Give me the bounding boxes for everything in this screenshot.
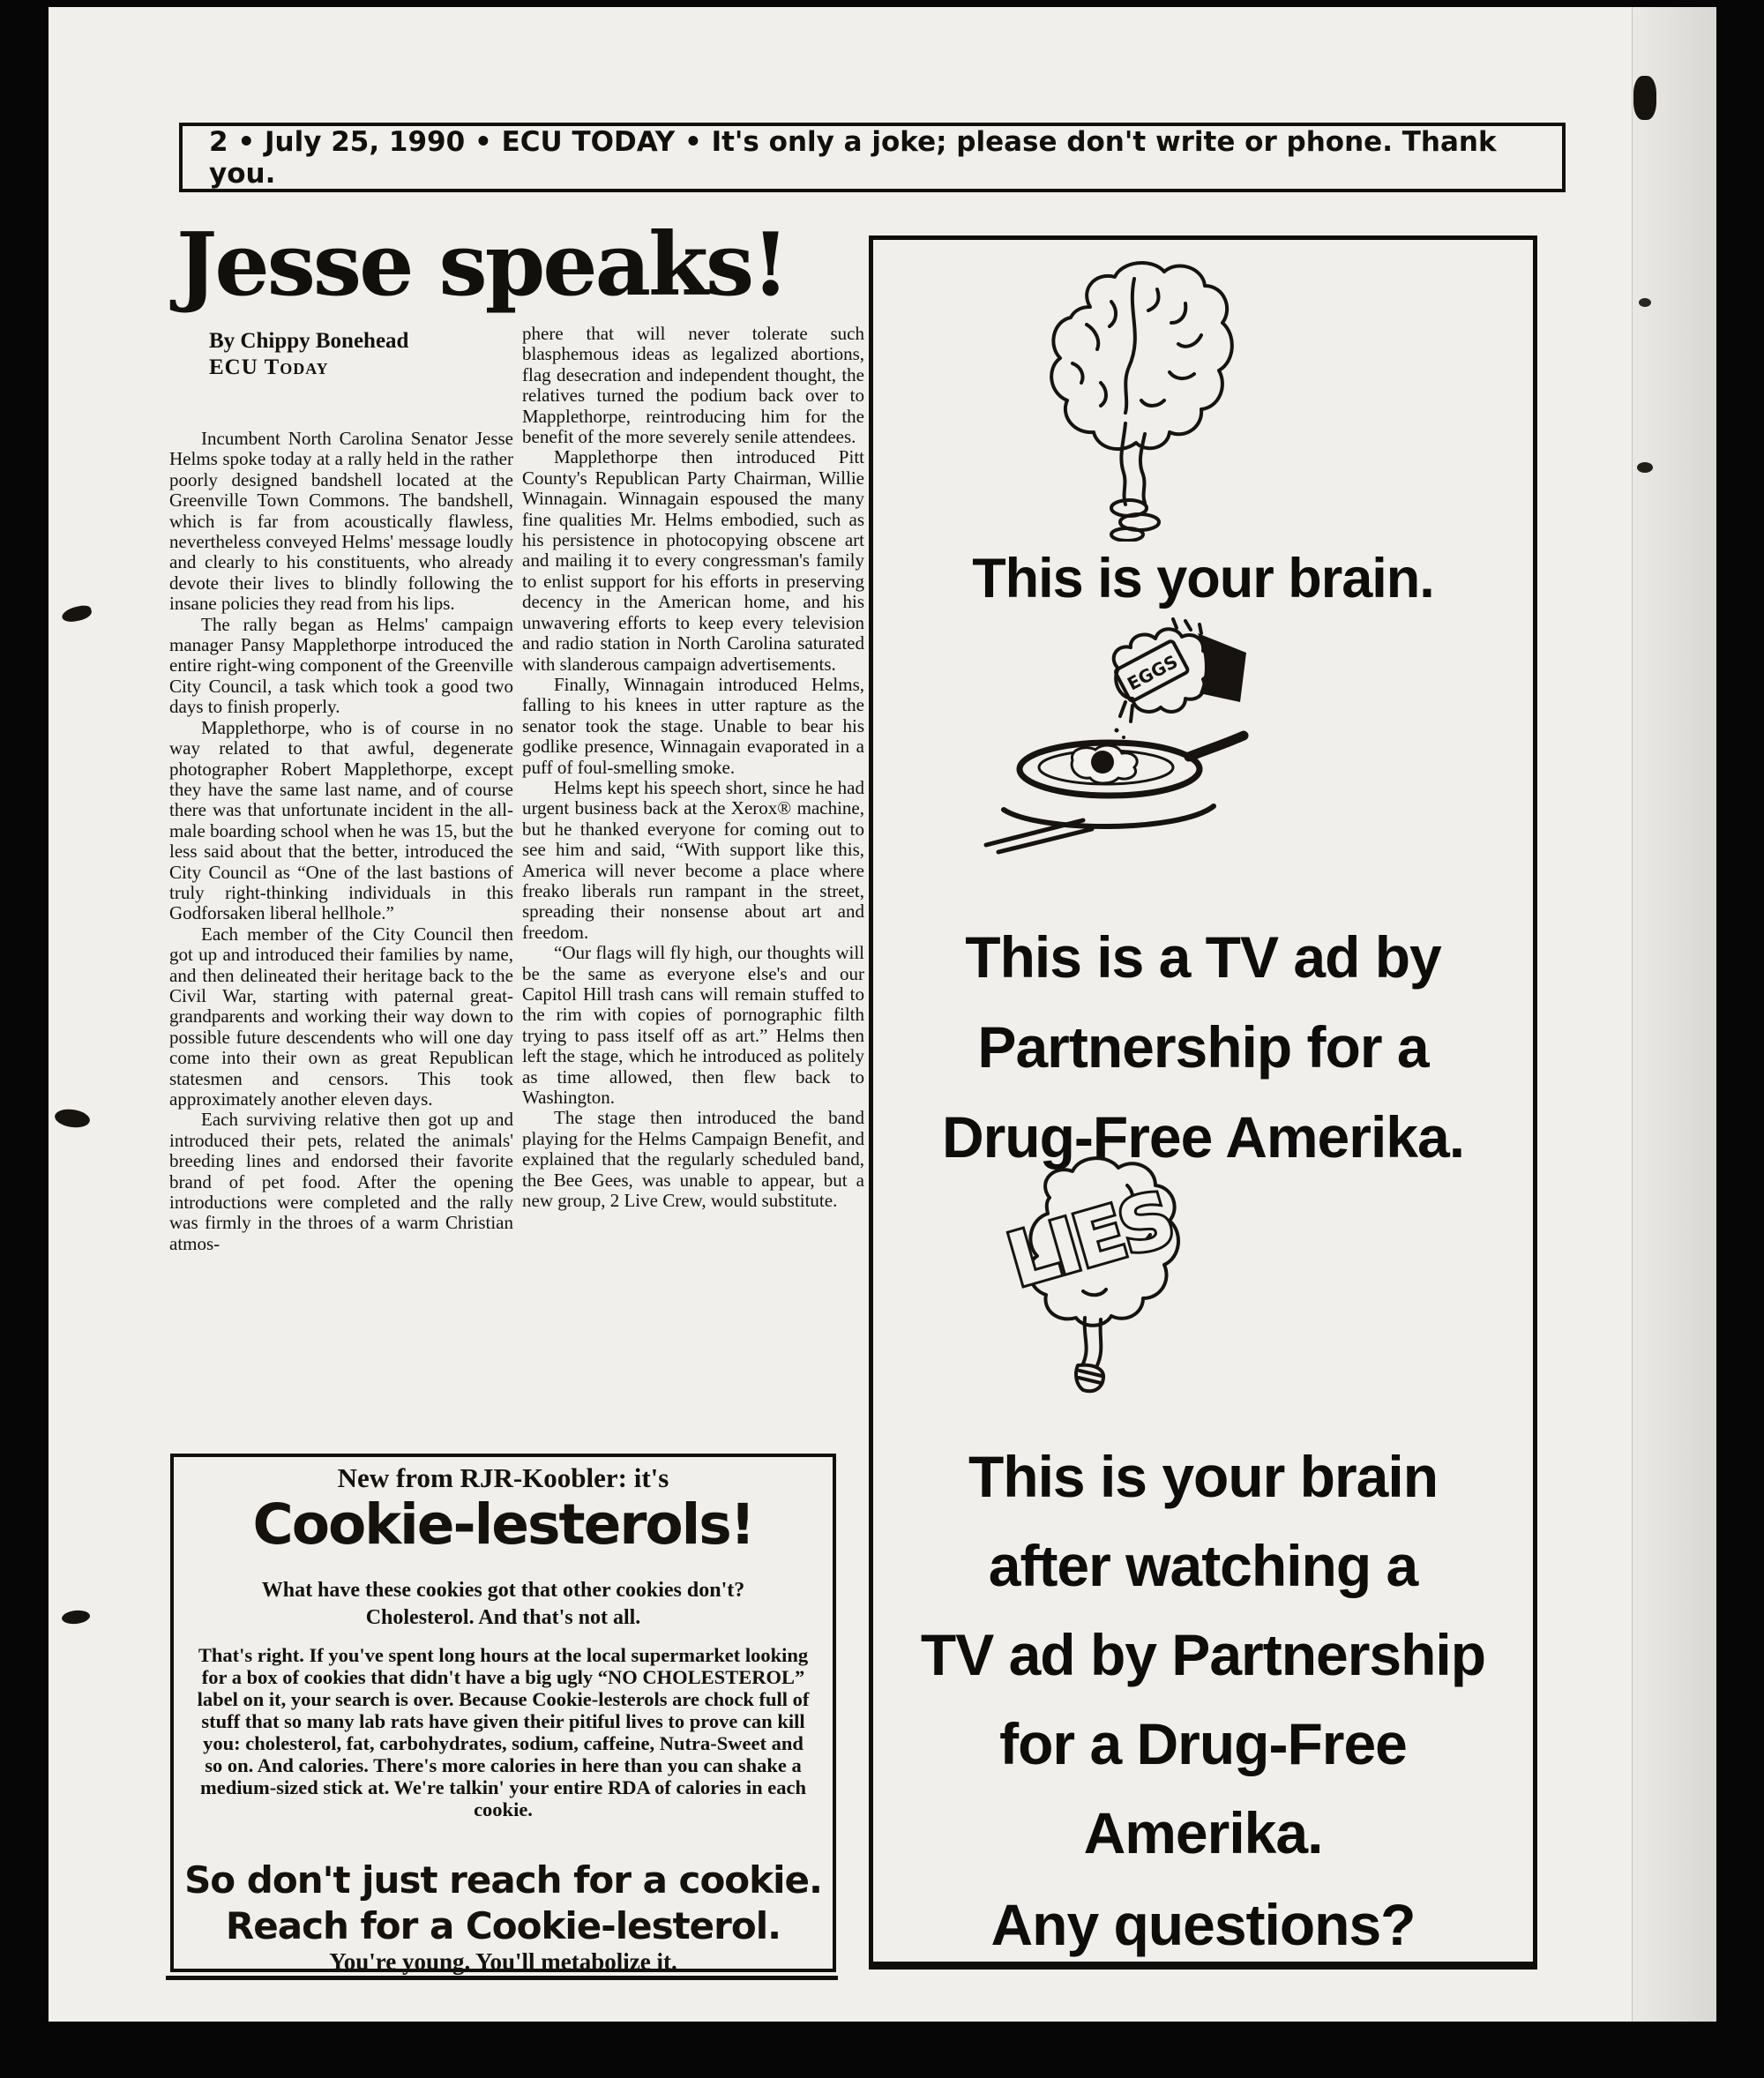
cookie-ad-kicker: New from RJR-Koobler: it's (337, 1462, 669, 1493)
article-column-1 (169, 429, 513, 1452)
page-title: Jesse speaks! (176, 214, 788, 316)
paragraph: Each surviving relative then got up and introduced their pets, related the animals' breeding lines and endorsed their favorite brand of pet food. After the opening introductions were completed and the rally was firmly in the throes of a warm Christian atmos- (169, 1109, 513, 1254)
paragraph: Mapplethorpe then introduced Pitt County's Republican Party Chairman, Willie Winnagain. Winnagain espoused the many fine qualities Mr. Helms embodied, such as his persistence in photocopying obscene art and mailing it to every congressman's family to enlist support for his efforts in preserving decency in the American home, and his unwavering efforts to keep every television and radio station in North Carolina saturated with slanderous campaign advertisements. (522, 446, 864, 675)
drug-free-amerika-ad (869, 235, 1537, 1970)
ad-caption-line: Partnership for a (977, 1014, 1429, 1080)
ad-caption-tv-ad (873, 912, 1533, 1182)
ad-caption-your-brain: This is your brain. (972, 548, 1434, 609)
masthead-box (179, 123, 1566, 192)
byline-author: By Chippy Bonehead (209, 329, 409, 353)
cookie-ad-tagline: You're young. You'll metabolize it. (329, 1948, 677, 1975)
cookie-ad-slogan-line-2: Reach for a Cookie-lesterol. (225, 1904, 781, 1947)
byline (209, 328, 408, 381)
eggs-label: EGGS (1124, 650, 1182, 695)
page-edge (1632, 7, 1716, 2022)
cookie-ad-title: Cookie-lesterols! (252, 1492, 754, 1557)
cookie-ad-question-line-2: Cholesterol. And that's not all. (365, 1606, 641, 1629)
cookie-lesterols-ad (170, 1454, 836, 1975)
egg-pan-drawing (977, 617, 1251, 856)
cookie-ad-bottom-rule (166, 1976, 838, 1980)
paragraph: Finally, Winnagain introduced Helms, falling to his knees in utter rapture as the senator took the stage. Unable to bear his godlike presence, Winnagain evaporated in a puff of foul-smelling smoke. (522, 673, 864, 778)
cookie-ad-slogan-line-1: So don't just reach for a cookie. (184, 1858, 822, 1902)
scan-artifact (1637, 462, 1653, 473)
scan-artifact (1633, 76, 1656, 120)
ad-caption-line: for a Drug-Free (999, 1711, 1407, 1776)
byline-org: ECU Today (209, 355, 329, 379)
cookie-ad-body: That's right. If you've spent long hours at the local supermarket looking for a box of cookies that didn't have a big ugly “NO CHOLESTEROL” label on it, your search is over. Because Cookie-lesterols are chock full of stuff that so many lab rats have given their pitiful lives to prove can kill you: cholesterol, fat, carbohydrates, sodium, caffeine, Nutra-Sweet and so on. And calories. There's more calories in here than you can shake a medium-sized stick at. We're talkin' your entire RDA of calories in each cookie. (197, 1644, 810, 1820)
ad-caption-line: This is a TV ad by (965, 924, 1441, 990)
paragraph: “Our flags will fly high, our thoughts will be the same as everyone else's and our Capitol Hill trash cans will remain stuffed to the rim with copies of pornographic filth trying to pass itself off as art.” Helms then left the stage, which he introduced as politely as time allowed, then flew back to Washington. (522, 942, 864, 1109)
scan-artifact (1639, 298, 1651, 307)
article-column-2 (522, 324, 864, 1457)
ad-caption-after-watching (873, 1432, 1533, 1878)
ad-caption-any-questions: Any questions? (990, 1892, 1416, 1957)
paragraph: Each member of the City Council then got up and introduced their families by name, and then delineated their heritage back to the Civil War, starting with paternal great-grandparents and working their way down to possible future descendents who will one day come into their own as great Republican statesmen and censors. This took approximately another eleven days. (169, 923, 513, 1110)
paragraph: Helms kept his speech short, since he had urgent business back at the Xerox® machine, but he thanked everyone for coming out to see him and said, “With support like this, America will never become a place where freako liberals run rampant in the street, spreading their nonsense about art and freedom. (522, 776, 864, 943)
lies-label: LIES (998, 1175, 1181, 1304)
ad-caption-line: TV ad by Partnership (920, 1622, 1486, 1687)
paragraph: Incumbent North Carolina Senator Jesse Helms spoke today at a rally held in the rather poorly designed bandshell located at the Greenville Town Commons. The bandshell, which is far from acoustically flawless, nevertheless conveyed Helms' message loudly and clearly to his constituents, who already devote their lives to blindly following the insane policies they read from his lips. (169, 428, 513, 615)
masthead-text: 2 • July 25, 1990 • ECU TODAY • It's only a joke; please don't write or phone. Thank you. (209, 125, 1497, 190)
ad-caption-line: Amerika. (1083, 1800, 1323, 1865)
lies-brain-drawing (995, 1150, 1189, 1415)
ad-caption-line: after watching a (988, 1533, 1418, 1598)
paragraph: Mapplethorpe, who is of course in no way related to that awful, degenerate photographer Robert Mapplethorpe, except they have the same last name, and of course there was that unfortunate incident in the all-male boarding school when he was 15, but the less said about that the better, introduced the City Council as “One of the last bastions of truly right-thinking individuals in this Godforsaken liberal hellhole.” (169, 716, 513, 924)
paragraph: phere that will never tolerate such blasphemous ideas as legalized abortions, flag desecration and independent thought, the relatives turned the podium back over to Mapplethorpe, reintroducing him for the benefit of the more severely senile attendees. (522, 323, 864, 448)
paragraph: The stage then introduced the band playing for the Helms Campaign Benefit, and explained that the regularly scheduled band, the Bee Gees, was unable to appear, but a new group, 2 Live Crew, would substitute. (522, 1107, 864, 1212)
cookie-ad-question-line-1: What have these cookies got that other cookies don't? (261, 1579, 745, 1602)
ad-caption-line: This is your brain (968, 1444, 1439, 1509)
brain-drawing (1005, 250, 1235, 542)
ad-caption-line: Drug-Free Amerika. (941, 1104, 1465, 1170)
paragraph: The rally began as Helms' campaign manager Pansy Mapplethorpe introduced the entire right-wing component of the Greenville City Council, a task which took a good two days to finish properly. (169, 613, 513, 718)
